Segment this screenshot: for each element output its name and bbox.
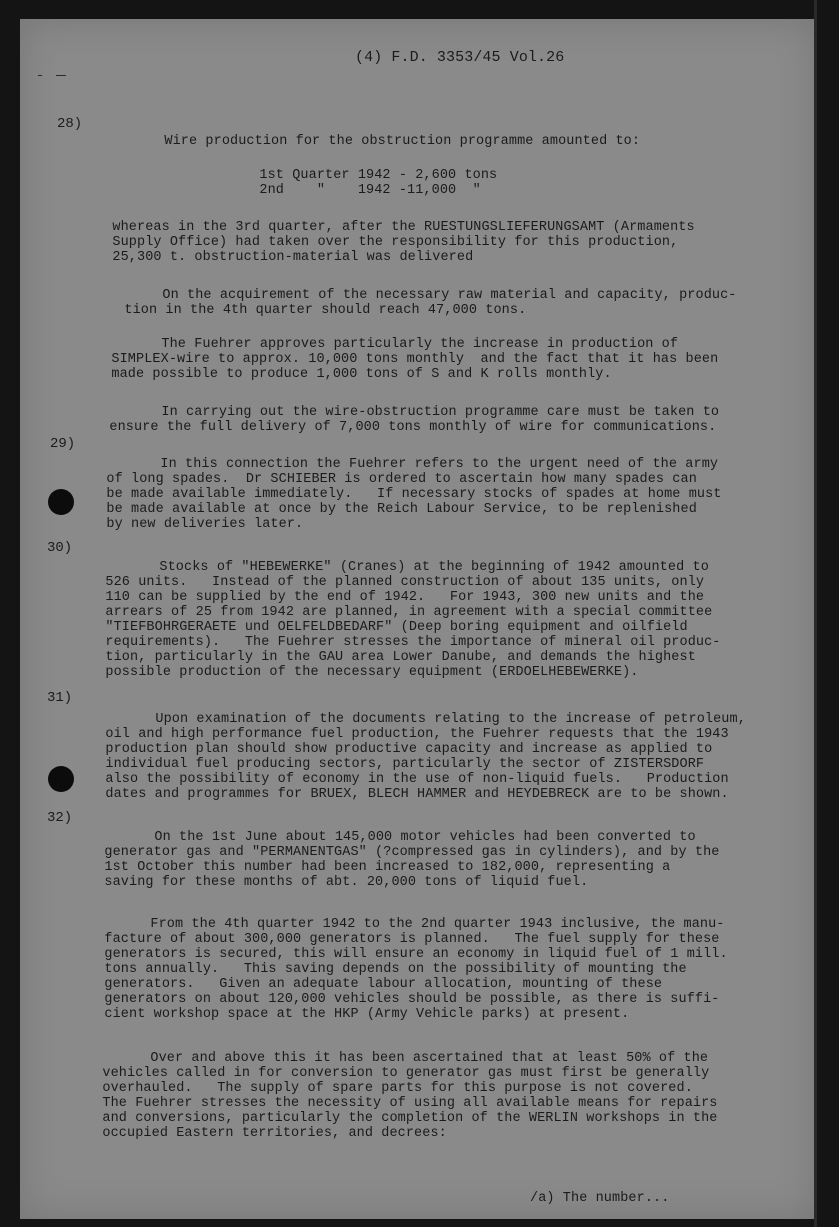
- document-reference: (4) F.D. 3353/45 Vol.26: [355, 49, 565, 66]
- paragraph: Over and above this it has been ascertained that at least 50% of the vehicles called in for conversion to generator gas must first be generally overhauled. The supply of spare parts for this purpose is not covered. The Fuehrer stresses the necessity of using all available means for repairs and conversions, particularly the completion of the WERLIN workshops in the occupied Eastern territories, and decrees:: [102, 1051, 718, 1141]
- paragraph: Stocks of "HEBEWERKE" (Cranes) at the beginning of 1942 amounted to 526 units. Instead of the planned construction of about 135 units, only 110 can be supplied by the end of 1942. For 1943, 300 new units and the arrears of 25 from 1942 are planned, in agreement with a special committee "TIEFBOHRGERAETE und OELFELDBEDARF" (Deep boring equipment and oilfield requirements). The Fuehrer stresses the importance of mineral oil produc- tion, particularly in the GAU area Lower Danube, and demands the highest possible production of the necessary equipment (ERDOELHEBEWERKE).: [105, 560, 721, 680]
- paragraph: On the 1st June about 145,000 motor vehicles had been converted to generator gas and "PERMANENTGAS" (?compressed gas in cylinders), and by the 1st October this number had been increased to 182,000, representing a saving for these months of abt. 20,000 tons of liquid fuel.: [104, 830, 720, 890]
- margin-mark: [38, 75, 42, 76]
- item-number: 30): [47, 540, 73, 556]
- paragraph: The Fuehrer approves particularly the increase in production of SIMPLEX-wire to approx. 10,000 tons monthly and the fact that it has been made possible to produce 1,000 tons of S and K rolls monthly.: [111, 337, 719, 382]
- item-number: 31): [47, 690, 73, 706]
- paragraph: In carrying out the wire-obstruction programme care must be taken to ensure the full delivery of 7,000 tons monthly of wire for communications.: [109, 405, 720, 435]
- item-number: 28): [57, 116, 83, 132]
- paragraph: On the acquirement of the necessary raw material and capacity, produc- tion in the 4th quarter should reach 47,000 tons.: [124, 288, 737, 318]
- punch-hole-bottom: [48, 766, 74, 792]
- margin-mark: [56, 75, 66, 76]
- paragraph: From the 4th quarter 1942 to the 2nd quarter 1943 inclusive, the manu- facture of about 300,000 generators is planned. The fuel supply for these generators is secured, this will ensure an economy in liquid fuel of 1 mill. tons annually. This saving depends on the possibility of mounting the generators. Given an adequate labour allocation, mounting of these generators on about 120,000 vehicles should be possible, as there is suffi- cient workshop space at the HKP (Army Vehicle parks) at present.: [104, 917, 728, 1022]
- paragraph: Wire production for the obstruction programme amounted to:: [164, 134, 641, 149]
- paragraph: Upon examination of the documents relating to the increase of petroleum, oil and high performance fuel production, the Fuehrer requests that the 1943 production plan should show productive capacity and increase as applied to individual fuel producing sectors, particularly the sector of ZISTERSDORF also the possibility of economy in the use of non-liquid fuels. Production dates and programmes for BRUEX, BLECH HAMMER and HEYDEBRECK are to be shown.: [105, 712, 746, 802]
- catchword: /a) The number...: [530, 1191, 670, 1206]
- punch-hole-top: [48, 489, 74, 515]
- quarter-table: 1st Quarter 1942 - 2,600 tons 2nd " 1942 -11,000 ": [259, 168, 498, 198]
- item-number: 32): [47, 810, 73, 826]
- item-number: 29): [50, 436, 76, 452]
- paragraph: In this connection the Fuehrer refers to the urgent need of the army of long spades. Dr SCHIEBER is ordered to ascertain how many spades can be made available immediately. If necessary stocks of spades at home must be made available at once by the Reich Labour Service, to be replenished by new deliveries later.: [106, 457, 722, 532]
- paragraph: whereas in the 3rd quarter, after the RUESTUNGSLIEFERUNGSAMT (Armaments Supply Office) had taken over the responsibility for this production, 25,300 t. obstruction-material was delivered: [112, 220, 695, 265]
- page-edge: [814, 0, 817, 1227]
